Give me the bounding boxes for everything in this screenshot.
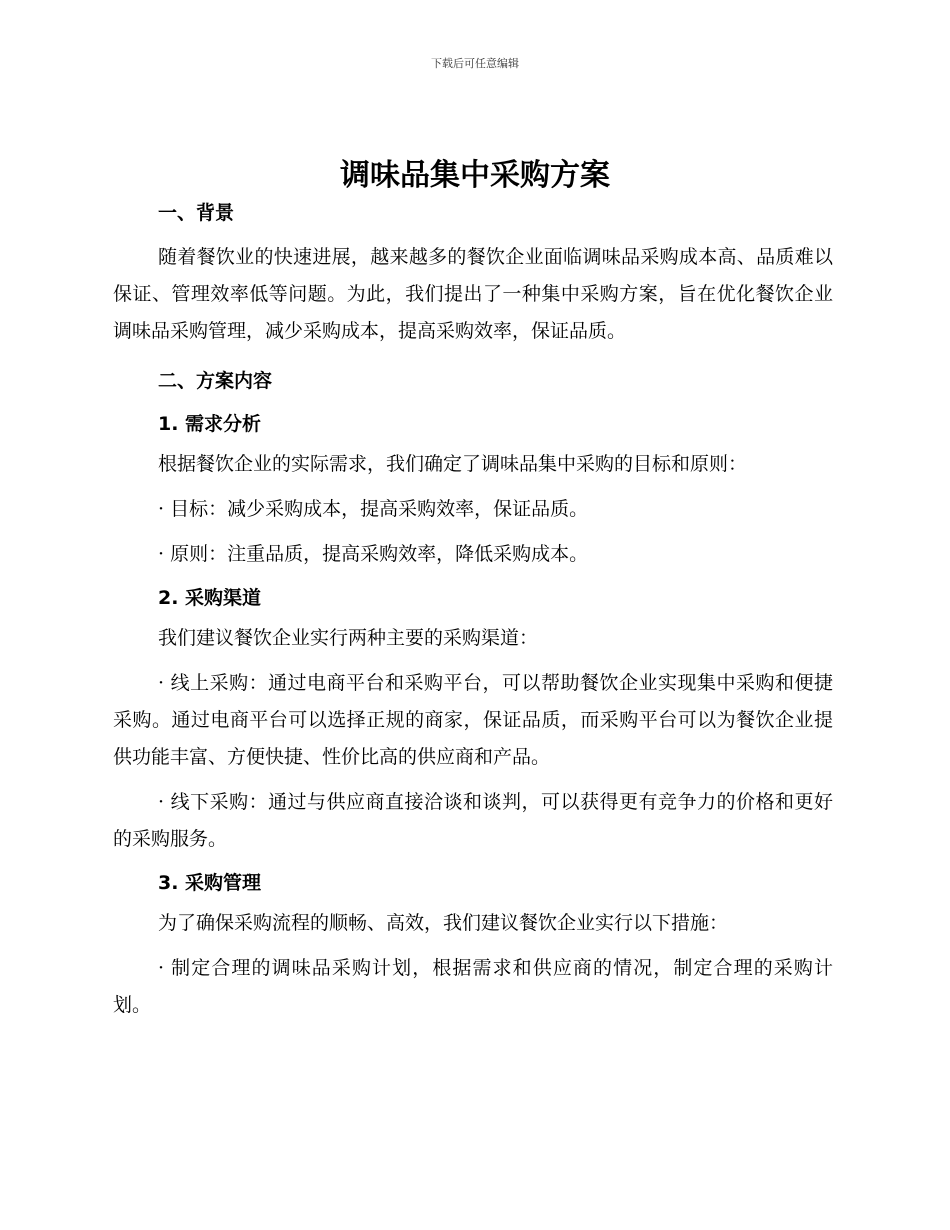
document-body [113,198,833,1024]
bullet-offline-procurement: · 线下采购：通过与供应商直接洽谈和谈判，可以获得更有竞争力的价格和更好的采购服务。 [113,791,833,850]
page-header-note: 下载后可任意编辑 [431,57,519,70]
bullet-goal: · 目标：减少采购成本，提高采购效率，保证品质。 [158,498,589,520]
section-heading-background: 一、背景 [158,202,235,224]
subheading-procurement-channels: 2. 采购渠道 [158,587,262,609]
bullet-procurement-plan: · 制定合理的调味品采购计划，根据需求和供应商的情况，制定合理的采购计划。 [113,957,833,1016]
document-title: 调味品集中采购方案 [340,158,610,193]
subheading-needs-analysis: 1. 需求分析 [158,413,262,435]
paragraph-channels-intro: 我们建议餐饮企业实行两种主要的采购渠道： [158,627,539,649]
section-heading-plan-content: 二、方案内容 [158,370,273,392]
subheading-procurement-management: 3. 采购管理 [158,872,262,894]
paragraph-needs-intro: 根据餐饮企业的实际需求，我们确定了调味品集中采购的目标和原则： [158,453,748,475]
paragraph-background: 随着餐饮业的快速进展，越来越多的餐饮企业面临调味品采购成本高、品质难以保证、管理效率低等问题。为此，我们提出了一种集中采购方案，旨在优化餐饮企业调味品采购管理，减少采购成本，提高采购效率，保证品质。 [113,246,833,342]
bullet-online-procurement: · 线上采购：通过电商平台和采购平台，可以帮助餐饮企业实现集中采购和便捷采购。通过电商平台可以选择正规的商家，保证品质，而采购平台可以为餐饮企业提供功能丰富、方便快捷、性价比高的供应商和产品。 [113,672,833,768]
bullet-principle: · 原则：注重品质，提高采购效率，降低采购成本。 [158,543,589,565]
paragraph-management-intro: 为了确保采购流程的顺畅、高效，我们建议餐饮企业实行以下措施： [158,912,729,934]
